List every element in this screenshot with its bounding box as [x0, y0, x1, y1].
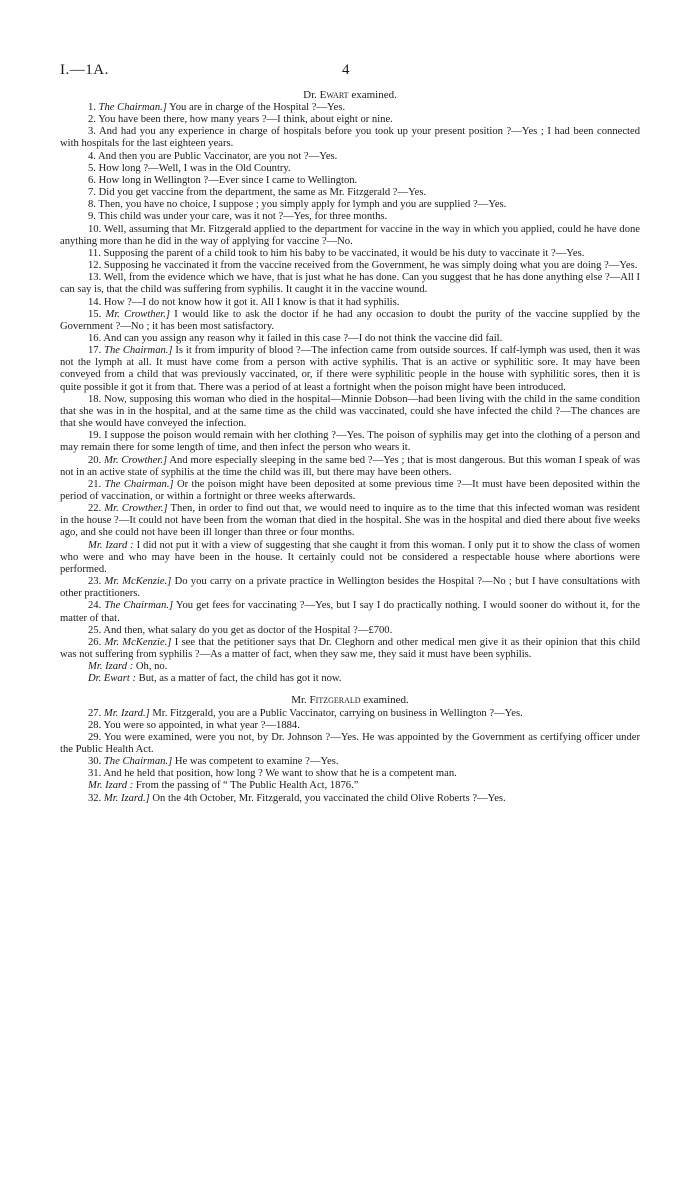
paragraph-text: On the 4th October, Mr. Fitzgerald, you vaccinated the child Olive Roberts ?—Yes.: [152, 792, 506, 804]
paragraph-text: Supposing the parent of a child took to him his baby to be vaccinated, it would be his duty to vaccinate it ?—Yes.: [103, 247, 585, 259]
testimony-paragraph: [60, 455, 640, 479]
speaker-name: The Chairman.]: [104, 600, 174, 612]
paragraph-text: And then you are Public Vaccinator, are you not ?—Yes.: [98, 150, 338, 162]
running-header: [60, 62, 640, 86]
question-number: 8.: [88, 199, 96, 211]
question-number: 17.: [88, 345, 102, 357]
heading-suffix: examined.: [348, 89, 397, 101]
speaker-name: The Chairman.]: [104, 478, 174, 490]
testimony-paragraph: [60, 768, 640, 780]
question-number: 28.: [88, 719, 102, 731]
speaker-name: The Chairman.]: [103, 756, 173, 768]
question-number: 2.: [88, 114, 96, 126]
speaker-name: Dr. Ewart :: [88, 673, 136, 685]
testimony-paragraph: [60, 224, 640, 248]
question-number: 25.: [88, 624, 102, 636]
section-heading: [60, 693, 640, 707]
minutes-of-evidence: [60, 88, 640, 805]
speaker-name: Mr. McKenzie.]: [104, 636, 172, 648]
paragraph-text: But, as a matter of fact, the child has got it now.: [138, 673, 342, 685]
question-number: 18.: [88, 393, 102, 405]
testimony-paragraph: [60, 114, 640, 126]
testimony-paragraph: [60, 260, 640, 272]
question-number: 6.: [88, 174, 96, 186]
testimony-paragraph: [60, 211, 640, 223]
speaker-name: Mr. Crowther.]: [104, 503, 168, 515]
testimony-paragraph: [60, 540, 640, 576]
question-number: 24.: [88, 600, 102, 612]
question-number: 27.: [88, 707, 102, 719]
testimony-paragraph: [60, 600, 640, 624]
question-number: 9.: [88, 211, 96, 223]
testimony-paragraph: [60, 720, 640, 732]
speaker-name: Mr. Izard :: [88, 780, 134, 792]
question-number: 31.: [88, 768, 102, 780]
testimony-paragraph: [60, 479, 640, 503]
paragraph-text: Oh, no.: [135, 661, 168, 673]
question-number: 29.: [88, 731, 102, 743]
paragraph-text: You have been there, how many years ?—I think, about eight or nine.: [98, 114, 393, 126]
question-number: 14.: [88, 296, 102, 308]
speaker-name: The Chairman.]: [98, 102, 167, 113]
heading-prefix: Mr.: [291, 693, 310, 706]
document-page: [60, 62, 640, 805]
speaker-name: Mr. McKenzie.]: [104, 576, 172, 588]
question-number: 1.: [88, 102, 96, 113]
question-number: 19.: [88, 430, 102, 442]
testimony-paragraph: [60, 625, 640, 637]
testimony-paragraph: [60, 297, 640, 309]
paragraph-text: I see that the petitioner says that Dr. Cleghorn and other medical men give it as their opinion that this child was not suffering from syphilis ?—As a matter of fact, when they saw me, they said it must have been syphilis.: [60, 636, 641, 661]
question-number: 7.: [88, 187, 96, 199]
witness-name: Ewart: [319, 89, 349, 101]
paragraph-text: Now, supposing this woman who died in the hospital—Minnie Dobson—had been living with the child in the same condition that she was in in the hospital, and at the same time as the child was vaccinated, could she have infected the child ?—The chances are that she would have conveyed the infection.: [60, 393, 640, 430]
paragraph-text: You are in charge of the Hospital ?—Yes.: [169, 102, 346, 113]
paragraph-text: Did you get vaccine from the department, the same as Mr. Fitzgerald ?—Yes.: [98, 187, 427, 199]
paragraph-text: You get fees for vaccinating ?—Yes, but I say I do practically nothing. I would sooner do without it, for the matter of that.: [60, 600, 640, 624]
question-number: 16.: [88, 332, 102, 344]
question-number: 21.: [88, 478, 102, 490]
testimony-paragraph: [60, 333, 640, 345]
testimony-paragraph: [60, 187, 640, 199]
question-number: 32.: [88, 792, 102, 804]
testimony-paragraph: [60, 394, 640, 430]
speaker-name: Mr. Crowther.]: [104, 454, 168, 466]
page-number: 4: [342, 62, 350, 78]
paragraph-text: And can you assign any reason why it failed in this case ?—I do not think the vaccine did fail.: [103, 332, 503, 344]
paragraph-text: Well, assuming that Mr. Fitzgerald applied to the department for vaccine in the way in which you applied, could he have done anything more than he did in the way of applying for vaccine ?—No.: [60, 223, 640, 247]
paragraph-text: Mr. Fitzgerald, you are a Public Vaccinator, carrying on business in Wellington ?—Yes.: [152, 707, 523, 719]
paragraph-text: How long ?—Well, I was in the Old Country.: [98, 162, 291, 174]
question-number: 22.: [88, 503, 102, 515]
testimony-paragraph: [60, 175, 640, 187]
question-number: 5.: [88, 162, 96, 174]
testimony-paragraph: [60, 780, 640, 792]
testimony-paragraph: [60, 732, 640, 756]
question-number: 23.: [88, 576, 102, 588]
heading-prefix: Dr.: [303, 89, 320, 101]
question-number: 4.: [88, 150, 96, 162]
paragraph-text: Then, in order to find out that, we would need to inquire as to the time that this infected woman was resident in the house ?—It could not have been from the woman that died in the hospital. She was in the hospital and died there about five weeks ago, and she could not have been ill longer than three or four months.: [60, 503, 640, 539]
paragraph-text: Well, from the evidence which we have, that is just what he has done. Can you suggest that he has done anything else ?—All I can say is, that the child was suffering from syphilis. It caught it in the vaccine wound.: [60, 272, 640, 296]
testimony-paragraph: [60, 272, 640, 296]
paragraph-text: I did not put it with a view of suggesting that she caught it from this woman. I only put it to show the class of women who were and who may have been in the house. It certainly could not be considered a respectable house where abortions were performed.: [60, 539, 640, 575]
paragraph-text: You were so appointed, in what year ?—1884.: [103, 719, 300, 731]
paragraph-text: How long in Wellington ?—Ever since I came to Wellington.: [98, 174, 358, 186]
testimony-paragraph: [60, 151, 640, 163]
question-number: 26.: [88, 636, 102, 648]
testimony-paragraph: [60, 309, 640, 333]
speaker-name: The Chairman.]: [104, 345, 173, 357]
question-number: 30.: [88, 756, 102, 768]
speaker-name: Mr. Izard :: [88, 661, 134, 673]
testimony-paragraph: [60, 756, 640, 768]
paragraph-text: He was competent to examine ?—Yes.: [174, 756, 339, 768]
testimony-paragraph: [60, 163, 640, 175]
paragraph-text: Do you carry on a private practice in Wellington besides the Hospital ?—No ; but I have consultations with other practitioners.: [60, 576, 640, 600]
question-number: 3.: [88, 126, 96, 138]
testimony-paragraph: [60, 345, 640, 394]
paragraph-text: And then, what salary do you get as doctor of the Hospital ?—£700.: [103, 624, 393, 636]
paragraph-text: I would like to ask the doctor if he had any occasion to doubt the purity of the vaccine supplied by the Government ?—No ; it has been most satisfactory.: [60, 308, 640, 332]
question-number: 10.: [88, 223, 102, 235]
heading-suffix: examined.: [360, 693, 409, 706]
paragraph-text: And he held that position, how long ? We want to show that he is a competent man.: [103, 768, 457, 780]
paragraph-text: This child was under your care, was it not ?—Yes, for three months.: [98, 211, 388, 223]
question-number: 15.: [88, 308, 102, 320]
testimony-paragraph: [60, 661, 640, 673]
paragraph-text: How ?—I do not know how it got it. All I know is that it had syphilis.: [103, 296, 400, 308]
speaker-name: Mr. Izard :: [88, 539, 134, 551]
testimony-paragraph: [60, 126, 640, 150]
paragraph-text: Then, you have no choice, I suppose ; you simply apply for lymph and you are supplied ?—Yes.: [98, 199, 507, 211]
question-number: 12.: [88, 260, 102, 272]
question-number: 11.: [88, 247, 101, 259]
paragraph-text: And had you any experience in charge of hospitals before you took up your present position ?—Yes ; I had been connected with hospitals for the last eighteen years.: [60, 126, 640, 150]
paragraph-text: You were examined, were you not, by Dr. Johnson ?—Yes. He was appointed by the Government as certifying officer under the Public Health Act.: [60, 731, 640, 755]
paragraph-text: From the passing of “ The Public Health Act, 1876.”: [135, 780, 359, 792]
testimony-paragraph: [60, 793, 640, 805]
testimony-paragraph: [60, 102, 640, 114]
speaker-name: Mr. Crowther.]: [105, 308, 170, 320]
testimony-paragraph: [60, 503, 640, 539]
section-heading: [60, 88, 640, 102]
speaker-name: Mr. Izard.]: [103, 792, 150, 804]
paper-reference: I.—1A.: [60, 62, 109, 78]
question-number: 13.: [88, 272, 102, 284]
paragraph-text: And more especially sleeping in the same bed ?—Yes ; that is most dangerous. But this woman I speak of was not in an active state of syphilis at the time the child was ill, but there may have been others.: [60, 454, 640, 478]
paragraph-text: I suppose the poison would remain with her clothing ?—Yes. The poison of syphilis may get into the clothing of a person and may remain there for some length of time, and then infect the person who wears it.: [60, 430, 640, 454]
testimony-paragraph: [60, 708, 640, 720]
paragraph-text: Supposing he vaccinated it from the vaccine received from the Government, he was simply doing what you are doing ?—Yes.: [103, 260, 638, 272]
speaker-name: Mr. Izard.]: [103, 707, 150, 719]
testimony-paragraph: [60, 673, 640, 685]
testimony-paragraph: [60, 637, 640, 661]
testimony-paragraph: [60, 576, 640, 600]
question-number: 20.: [88, 454, 102, 466]
paragraph-text: Or the poison might have been deposited at some previous time ?—It must have been deposited within the period of vaccination, or within a fortnight or three weeks afterwards.: [60, 478, 641, 502]
testimony-paragraph: [60, 430, 640, 454]
witness-name: Fitzgerald: [309, 693, 361, 706]
testimony-paragraph: [60, 199, 640, 211]
paragraph-text: Is it from impurity of blood ?—The infection came from outside sources. If calf-lymph was used, then it was not the lymph at all. It must have come from a person with active syphilis. That is an active or syphilitic sore. It may have been conveyed from a child that was previously vaccinated, or, if there were syphilitic people in the house with syphilitic sores, then it is quite possible it got it from that. There was a period of at least a fortnight when the poison might have been introduced.: [60, 345, 640, 393]
testimony-paragraph: [60, 248, 640, 260]
